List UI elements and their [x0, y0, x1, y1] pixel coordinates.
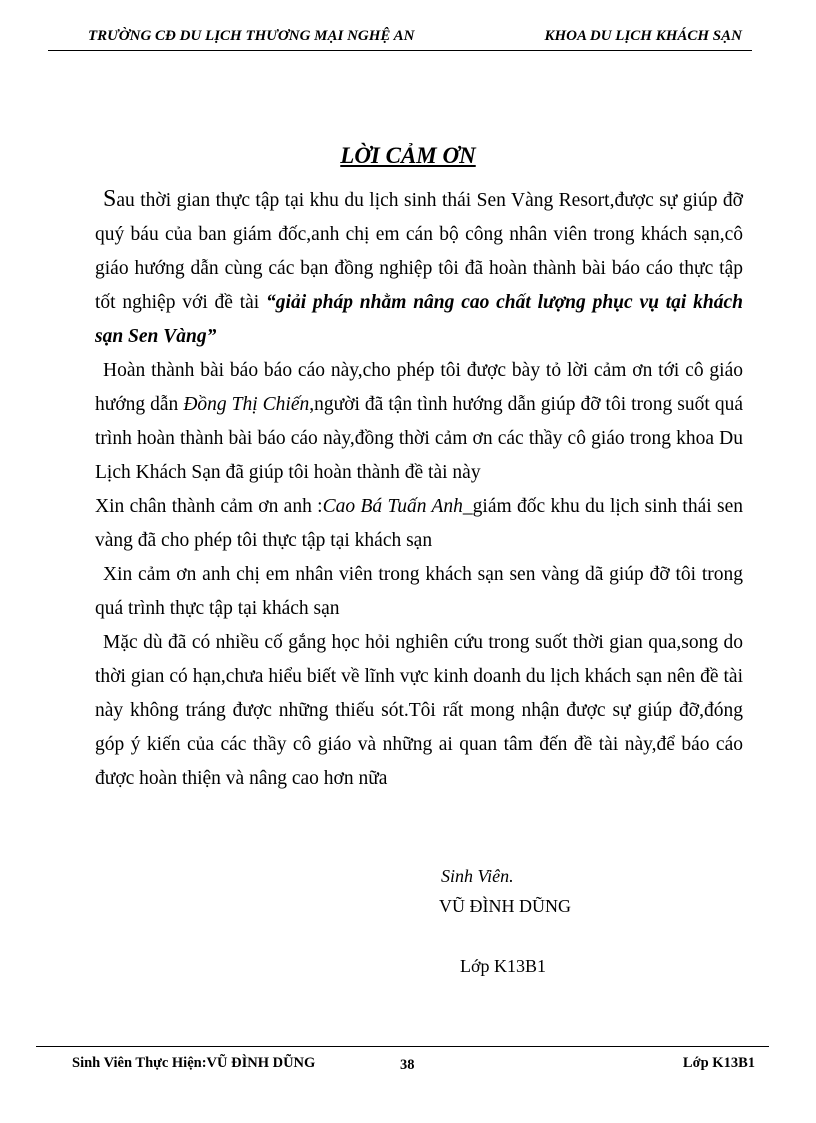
paragraph-teacher-after: ,người đã tận tình hướng dẫn giúp đỡ tôi trong suốt quá trình hoàn thành bài báo cáo này,đồng thời cảm ơn các thầy cô giáo trong khoa Du Lịch Khách Sạn đã giúp tôi hoàn thành đề tài này	[95, 394, 743, 483]
document-body	[95, 182, 743, 796]
page-footer	[36, 1046, 769, 1087]
paragraph-director-after: _giám đốc khu du lịch sinh thái sen vàng đã cho phép tôi thực tập tại khách sạn	[95, 496, 744, 551]
topic-title: “giải pháp nhằm nâng cao chất lượng phục vụ tại khách sạn Sen Vàng”	[95, 292, 743, 347]
signature-class: Lớp K13B1	[460, 956, 547, 976]
header-school-name: TRƯỜNG CĐ DU LỊCH THƯƠNG MẠI NGHỆ AN	[88, 28, 415, 44]
page-title: LỜI CẢM ƠN	[340, 143, 476, 168]
paragraph-teacher-thanks	[95, 354, 743, 490]
header-faculty-name: KHOA DU LỊCH KHÁCH SẠN	[544, 28, 742, 44]
teacher-name: Đồng Thị Chiến	[183, 394, 310, 415]
paragraph-director-before: Xin chân thành cảm ơn anh :	[95, 496, 323, 517]
paragraph-first-letter: S	[103, 186, 117, 212]
signature-role: Sinh Viên.	[441, 866, 514, 886]
paragraph-staff-thanks: Xin cảm ơn anh chị em nhân viên trong khách sạn sen vàng dã giúp đỡ tôi trong quá trình thực tập tại khách sạn	[95, 564, 743, 619]
footer-class: Lớp K13B1	[682, 1055, 755, 1071]
paragraph-teacher-before: Hoàn thành bài báo báo cáo này,cho phép tôi được bày tỏ lời cảm ơn tới cô giáo hướng dẫn	[95, 360, 743, 415]
director-name: Cao Bá Tuấn Anh	[322, 496, 463, 517]
paragraph-intro	[95, 182, 743, 354]
paragraph-intro-text: au thời gian thực tập tại khu du lịch sinh thái Sen Vàng Resort,được sự giúp đỡ quý báu của ban giám đốc,anh chị em cán bộ công nhân viên trong khách sạn,cô giáo hướng dẫn cùng các bạn đồng nghiệp tôi đã hoàn thành bài báo cáo thực tập tốt nghiệp với đề tài	[95, 190, 743, 313]
footer-student: Sinh Viên Thực Hiện:VŨ ĐÌNH DŨNG	[72, 1055, 316, 1071]
paragraph-director-thanks	[95, 490, 743, 558]
paragraph-closing: Mặc dù đã có nhiều cố gắng học hỏi nghiên cứu trong suốt thời gian qua,song do thời gian có hạn,chưa hiểu biết về lĩnh vực kinh doanh du lịch khách sạn nên đề tài này không tráng được những thiếu sót.Tôi rất mong nhận được sự giúp đỡ,đóng góp ý kiến của các thầy cô giáo và những ai quan tâm đến đề tài này,để báo cáo được hoàn thiện và nâng cao hơn nữa	[95, 632, 743, 789]
signature-name: VŨ ĐÌNH DŨNG	[439, 896, 571, 916]
page-number: 38	[400, 1057, 415, 1073]
page-header	[48, 26, 752, 51]
